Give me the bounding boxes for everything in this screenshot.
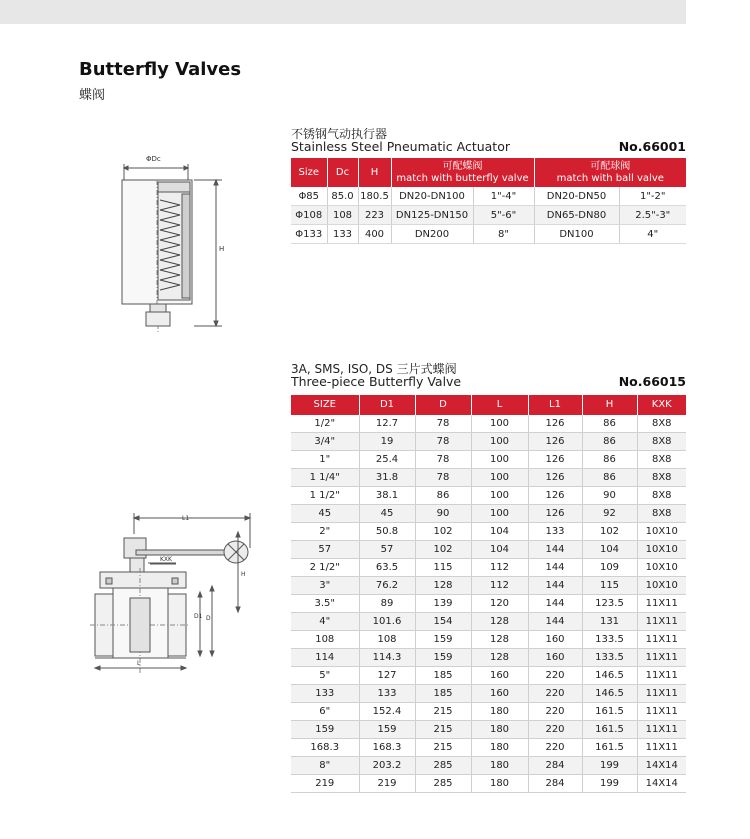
actuator-table <box>291 158 686 244</box>
table-cell: 10X10 <box>637 523 686 541</box>
table-cell: 89 <box>359 595 415 613</box>
table-cell: 63.5 <box>359 559 415 577</box>
table-cell: 123.5 <box>582 595 637 613</box>
table-cell: 139 <box>415 595 471 613</box>
table-row <box>291 721 686 739</box>
table-row <box>291 631 686 649</box>
table-cell: 78 <box>415 433 471 451</box>
table-cell: 199 <box>582 775 637 793</box>
table-cell: DN20-DN100 <box>391 187 473 206</box>
table-cell: 159 <box>415 631 471 649</box>
table-cell: 10X10 <box>637 541 686 559</box>
header-h: H <box>358 158 391 187</box>
table-row <box>291 451 686 469</box>
table-row <box>291 469 686 487</box>
table-cell: 3.5" <box>291 595 359 613</box>
table-cell: 144 <box>528 559 582 577</box>
threepiece-table <box>291 395 686 793</box>
table-cell: 215 <box>415 721 471 739</box>
table-cell: 78 <box>415 469 471 487</box>
table-cell: 146.5 <box>582 685 637 703</box>
threepiece-number: No.66015 <box>618 374 686 389</box>
threepiece-title-en: Three-piece Butterfly Valve <box>291 374 462 389</box>
table-cell: DN20-DN50 <box>534 187 619 206</box>
table-cell: 8" <box>291 757 359 775</box>
table-cell: 78 <box>415 451 471 469</box>
table-cell: 5"-6" <box>473 206 534 225</box>
table-cell: 86 <box>415 487 471 505</box>
table-cell: Φ108 <box>291 206 327 225</box>
table-row <box>291 541 686 559</box>
table-cell: 86 <box>582 415 637 433</box>
table-cell: 108 <box>327 206 358 225</box>
actuator-number: No.66001 <box>618 139 686 154</box>
table-cell: 11X11 <box>637 649 686 667</box>
table-cell: 2 1/2" <box>291 559 359 577</box>
column-header: L <box>471 395 528 415</box>
table-cell: 11X11 <box>637 721 686 739</box>
table-cell: 3" <box>291 577 359 595</box>
table-cell: 161.5 <box>582 703 637 721</box>
table-cell: 185 <box>415 667 471 685</box>
table-cell: 19 <box>359 433 415 451</box>
header-butterfly-cn: 可配蝶阀 <box>442 160 483 172</box>
table-cell: 100 <box>471 487 528 505</box>
column-header: D1 <box>359 395 415 415</box>
table-cell: 8X8 <box>637 487 686 505</box>
table-cell: 126 <box>528 451 582 469</box>
top-bar <box>0 0 686 24</box>
table-row <box>291 703 686 721</box>
table-cell: 90 <box>415 505 471 523</box>
table-cell: 180 <box>471 703 528 721</box>
table-cell: 133 <box>528 523 582 541</box>
table-cell: 57 <box>359 541 415 559</box>
table-cell: 86 <box>582 469 637 487</box>
header-butterfly-en: match with butterfly valve <box>396 172 529 184</box>
table-cell: 104 <box>582 541 637 559</box>
table-cell: 31.8 <box>359 469 415 487</box>
table-cell: 284 <box>528 775 582 793</box>
table-cell: 8" <box>473 225 534 244</box>
table-row <box>291 739 686 757</box>
table-cell: 102 <box>415 523 471 541</box>
table-cell: 144 <box>528 613 582 631</box>
table-row <box>291 559 686 577</box>
table-cell: 4" <box>291 613 359 631</box>
table-cell: 144 <box>528 577 582 595</box>
table-cell: 215 <box>415 703 471 721</box>
table-cell: 128 <box>471 649 528 667</box>
table-cell: 220 <box>528 685 582 703</box>
actuator-drawing <box>106 150 236 335</box>
header-dc: Dc <box>327 158 358 187</box>
table-cell: 180 <box>471 739 528 757</box>
table-row <box>291 775 686 793</box>
actuator-title-en: Stainless Steel Pneumatic Actuator <box>291 139 511 154</box>
header-ball-en: match with ball valve <box>556 172 664 184</box>
table-cell: 220 <box>528 739 582 757</box>
table-cell: 8X8 <box>637 433 686 451</box>
table-cell: 45 <box>359 505 415 523</box>
table-cell: 11X11 <box>637 631 686 649</box>
table-cell: 160 <box>528 631 582 649</box>
table-cell: 14X14 <box>637 775 686 793</box>
table-cell: 10X10 <box>637 577 686 595</box>
table-cell: 146.5 <box>582 667 637 685</box>
table-cell: 220 <box>528 667 582 685</box>
table-cell: 159 <box>291 721 359 739</box>
table-cell: 1" <box>291 451 359 469</box>
table-cell: 180 <box>471 721 528 739</box>
table-cell: 161.5 <box>582 739 637 757</box>
label-dc: ΦDc <box>146 155 161 163</box>
table-cell: 220 <box>528 703 582 721</box>
table-cell: 90 <box>582 487 637 505</box>
table-cell: 100 <box>471 469 528 487</box>
table-cell: 126 <box>528 415 582 433</box>
table-cell: 128 <box>471 631 528 649</box>
table-cell: 220 <box>528 721 582 739</box>
table-cell: 133.5 <box>582 631 637 649</box>
table-cell: 14X14 <box>637 757 686 775</box>
table-cell: 6" <box>291 703 359 721</box>
table-row <box>291 505 686 523</box>
table-cell: 4" <box>619 225 686 244</box>
table-cell: 126 <box>528 505 582 523</box>
table-cell: 8X8 <box>637 451 686 469</box>
table-cell: Φ85 <box>291 187 327 206</box>
table-row <box>291 187 686 206</box>
table-cell: 11X11 <box>637 667 686 685</box>
page-title: Butterfly Valves <box>79 59 242 80</box>
table-cell: 285 <box>415 775 471 793</box>
table-cell: 1"-4" <box>473 187 534 206</box>
table-cell: 3/4" <box>291 433 359 451</box>
table-cell: 114 <box>291 649 359 667</box>
table-cell: 57 <box>291 541 359 559</box>
table-cell: 199 <box>582 757 637 775</box>
table-cell: 219 <box>291 775 359 793</box>
label-d1: D1 <box>194 613 203 620</box>
table-row <box>291 667 686 685</box>
table-cell: 8X8 <box>637 469 686 487</box>
table-cell: 1 1/4" <box>291 469 359 487</box>
table-cell: 112 <box>471 577 528 595</box>
table-cell: 100 <box>471 415 528 433</box>
table-cell: 126 <box>528 487 582 505</box>
table-cell: 223 <box>358 206 391 225</box>
table-cell: 2.5"-3" <box>619 206 686 225</box>
table-cell: 168.3 <box>291 739 359 757</box>
table-cell: 11X11 <box>637 595 686 613</box>
table-cell: 128 <box>471 613 528 631</box>
table-cell: 8X8 <box>637 415 686 433</box>
table-cell: 112 <box>471 559 528 577</box>
table-cell: 159 <box>359 721 415 739</box>
table-row <box>291 613 686 631</box>
table-cell: 180.5 <box>358 187 391 206</box>
header-butterfly <box>391 158 534 187</box>
table-cell: DN200 <box>391 225 473 244</box>
table-cell: DN125-DN150 <box>391 206 473 225</box>
table-cell: 285 <box>415 757 471 775</box>
table-cell: 160 <box>471 685 528 703</box>
table-cell: 108 <box>359 631 415 649</box>
table-cell: 25.4 <box>359 451 415 469</box>
table-cell: 144 <box>528 595 582 613</box>
threepiece-drawing <box>90 508 265 678</box>
table-cell: 102 <box>415 541 471 559</box>
table-cell: 78 <box>415 415 471 433</box>
table-cell: 92 <box>582 505 637 523</box>
column-header: SIZE <box>291 395 359 415</box>
column-header: D <box>415 395 471 415</box>
table-cell: 86 <box>582 451 637 469</box>
table-row <box>291 487 686 505</box>
table-row <box>291 649 686 667</box>
table-cell: 131 <box>582 613 637 631</box>
page-subtitle: 蝶阀 <box>79 88 106 103</box>
table-row <box>291 415 686 433</box>
table-row <box>291 206 686 225</box>
table-cell: 185 <box>415 685 471 703</box>
table-row <box>291 523 686 541</box>
table-cell: 100 <box>471 451 528 469</box>
table-cell: 133 <box>359 685 415 703</box>
table-cell: 11X11 <box>637 739 686 757</box>
table-cell: 8X8 <box>637 505 686 523</box>
threepiece-title-cn: 3A, SMS, ISO, DS 三片式蝶阀 <box>291 362 457 376</box>
table-cell: 152.4 <box>359 703 415 721</box>
table-cell: 45 <box>291 505 359 523</box>
table-row <box>291 595 686 613</box>
table-cell: 133.5 <box>582 649 637 667</box>
table-cell: 104 <box>471 523 528 541</box>
column-header: KXK <box>637 395 686 415</box>
table-cell: 12.7 <box>359 415 415 433</box>
table-cell: 102 <box>582 523 637 541</box>
table-cell: DN100 <box>534 225 619 244</box>
table-cell: 100 <box>471 505 528 523</box>
table-row <box>291 225 686 244</box>
table-cell: 159 <box>415 649 471 667</box>
table-cell: 5" <box>291 667 359 685</box>
table-cell: 10X10 <box>637 559 686 577</box>
table-cell: 168.3 <box>359 739 415 757</box>
label-l1: L1 <box>182 515 190 522</box>
table-cell: 1"-2" <box>619 187 686 206</box>
table-cell: 86 <box>582 433 637 451</box>
table-cell: 400 <box>358 225 391 244</box>
table-cell: 1 1/2" <box>291 487 359 505</box>
column-header: H <box>582 395 637 415</box>
table-cell: 154 <box>415 613 471 631</box>
table-cell: 101.6 <box>359 613 415 631</box>
table-cell: 161.5 <box>582 721 637 739</box>
header-ball <box>534 158 686 187</box>
table-cell: 76.2 <box>359 577 415 595</box>
table-cell: 85.0 <box>327 187 358 206</box>
actuator-title-cn: 不锈钢气动执行器 <box>291 127 388 141</box>
table-cell: 126 <box>528 433 582 451</box>
table-cell: 109 <box>582 559 637 577</box>
header-size: Size <box>291 158 327 187</box>
table-cell: 2" <box>291 523 359 541</box>
table-cell: 108 <box>291 631 359 649</box>
table-cell: 11X11 <box>637 613 686 631</box>
table-cell: 219 <box>359 775 415 793</box>
table-cell: 115 <box>582 577 637 595</box>
table-cell: DN65-DN80 <box>534 206 619 225</box>
table-row <box>291 577 686 595</box>
table-cell: 127 <box>359 667 415 685</box>
table-cell: 100 <box>471 433 528 451</box>
table-cell: 180 <box>471 775 528 793</box>
table-cell: 114.3 <box>359 649 415 667</box>
label-h2: H <box>241 571 246 578</box>
label-d: D <box>206 615 211 622</box>
table-cell: 11X11 <box>637 703 686 721</box>
table-cell: 115 <box>415 559 471 577</box>
table-cell: 203.2 <box>359 757 415 775</box>
table-cell: 284 <box>528 757 582 775</box>
column-header: L1 <box>528 395 582 415</box>
label-kxk: KXK <box>160 556 172 563</box>
table-cell: 128 <box>415 577 471 595</box>
table-cell: 1/2" <box>291 415 359 433</box>
label-h: H <box>219 245 225 253</box>
table-cell: 215 <box>415 739 471 757</box>
table-cell: 104 <box>471 541 528 559</box>
table-cell: 180 <box>471 757 528 775</box>
table-row <box>291 757 686 775</box>
table-cell: 50.8 <box>359 523 415 541</box>
label-l: L <box>137 660 141 667</box>
table-row <box>291 433 686 451</box>
table-cell: 133 <box>327 225 358 244</box>
table-cell: 144 <box>528 541 582 559</box>
table-cell: Φ133 <box>291 225 327 244</box>
table-row <box>291 685 686 703</box>
table-cell: 133 <box>291 685 359 703</box>
table-cell: 38.1 <box>359 487 415 505</box>
table-cell: 126 <box>528 469 582 487</box>
table-cell: 160 <box>528 649 582 667</box>
table-cell: 11X11 <box>637 685 686 703</box>
table-cell: 160 <box>471 667 528 685</box>
table-cell: 120 <box>471 595 528 613</box>
header-ball-cn: 可配球阀 <box>590 160 631 172</box>
